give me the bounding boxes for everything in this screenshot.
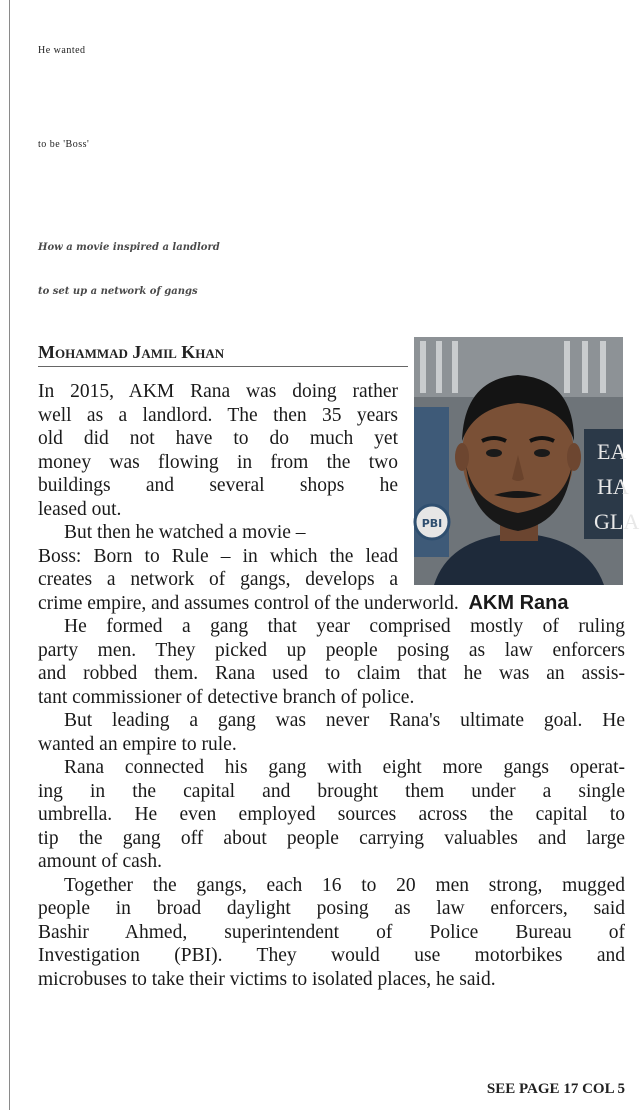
pbi-badge-text: PBI [421,517,443,530]
article-line: Together the gangs, each 16 to 20 men strong, mugged [64,874,625,896]
sign-letters-1: EA [597,439,627,464]
article-line: But then he watched a movie – [64,522,306,543]
article-line: buildings and several shops he [38,475,398,496]
article-line: He formed a gang that year comprised mostly of ruling [64,616,625,637]
headline-line-1: He wanted [38,45,86,56]
article-line: In 2015, AKM Rana was doing rather [38,381,398,402]
article-line: Boss: Born to Rule – in which the lead [38,545,398,567]
sign-letters-2: HA [597,474,629,499]
subheadline-line-1: How a movie inspired a landlord [38,242,220,253]
portrait-photo [414,337,640,585]
headline [38,4,638,192]
article-line: ing in the capital and brought them under a single [38,780,625,802]
continuation-jump: SEE PAGE 17 COL 5 [486,1081,625,1097]
article-line: But leading a gang was never Rana's ultimate goal. He [64,710,625,731]
article-line: microbuses to take their victims to isolated places, he said. [38,968,496,990]
column-rule [9,0,10,1110]
article-line: tant commissioner of detective branch of police. [38,686,415,708]
byline-text: Mohammad Jamil Khan [38,342,225,362]
article-line: Rana connected his gang with eight more gangs operat- [64,757,625,778]
article-line: party men. They picked up people posing as law enforcers [38,639,625,661]
article-line: tip the gang off about people carrying valuables and large [38,827,625,849]
article-line: Investigation (PBI). They would use motorbikes and [38,945,625,966]
article-line: money was flowing in from the two [38,451,398,473]
article-line: wanted an empire to rule. [38,733,237,755]
article-line: old did not have to do much yet [38,428,398,449]
portrait-illustration [414,337,640,585]
article-line: crime empire, and assumes control of the underworld. [38,592,459,614]
byline [38,342,408,367]
article-line: people in broad daylight posing as law enforcers, said [38,898,625,919]
subheadline [38,226,638,314]
article-line: and robbed them. Rana used to claim that he was an assis- [38,663,625,684]
article-line: amount of cash. [38,851,163,872]
article-line: well as a landlord. The then 35 years [38,404,398,426]
sign-letters-3: GLA [594,509,640,534]
headline-line-2: to be 'Boss' [38,139,90,150]
article-line: Bashir Ahmed, superintendent of Police Bureau of [38,921,625,943]
photo-caption: AKM Rana [468,592,569,614]
article-line: creates a network of gangs, develops a [38,569,398,590]
subheadline-line-2: to set up a network of gangs [38,286,198,297]
article-line: leased out. [38,498,122,520]
article-line: umbrella. He even employed sources across the capital to [38,804,625,825]
